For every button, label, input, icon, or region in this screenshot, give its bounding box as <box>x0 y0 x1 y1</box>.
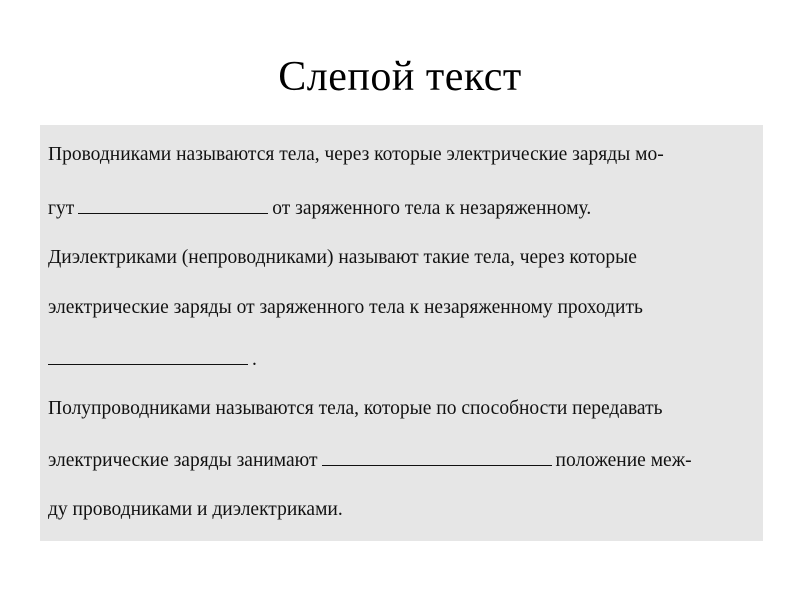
dielectrics-line-3-end: . <box>252 349 257 370</box>
conductors-line-1: Проводниками называются тела, через которые электрические заряды мо- <box>48 144 664 165</box>
dielectrics-line-3 <box>48 347 257 372</box>
conductors-line-2-end: от заряженного тела к незаряженному. <box>272 198 592 219</box>
blank-field-2 <box>48 347 248 365</box>
semiconductors-line-2 <box>48 448 692 473</box>
scanned-text-panel <box>40 125 763 541</box>
semiconductors-line-1: Полупроводниками называются тела, которые по способности передавать <box>48 398 663 419</box>
blank-field-1 <box>78 196 268 214</box>
dielectrics-line-2: электрические заряды от заряженного тела к незаряженному проходить <box>48 297 643 318</box>
conductors-line-2 <box>48 196 591 221</box>
conductors-line-2-start: гут <box>48 198 75 219</box>
dielectrics-line-1: Диэлектриками (непроводниками) называют такие тела, через которые <box>48 247 637 268</box>
semiconductors-line-2-end: положение меж- <box>555 450 692 471</box>
semiconductors-line-3: ду проводниками и диэлектриками. <box>48 499 343 520</box>
blank-field-3 <box>322 448 552 466</box>
semiconductors-line-2-start: электрические заряды занимают <box>48 450 318 471</box>
slide-title: Слепой текст <box>278 54 522 100</box>
